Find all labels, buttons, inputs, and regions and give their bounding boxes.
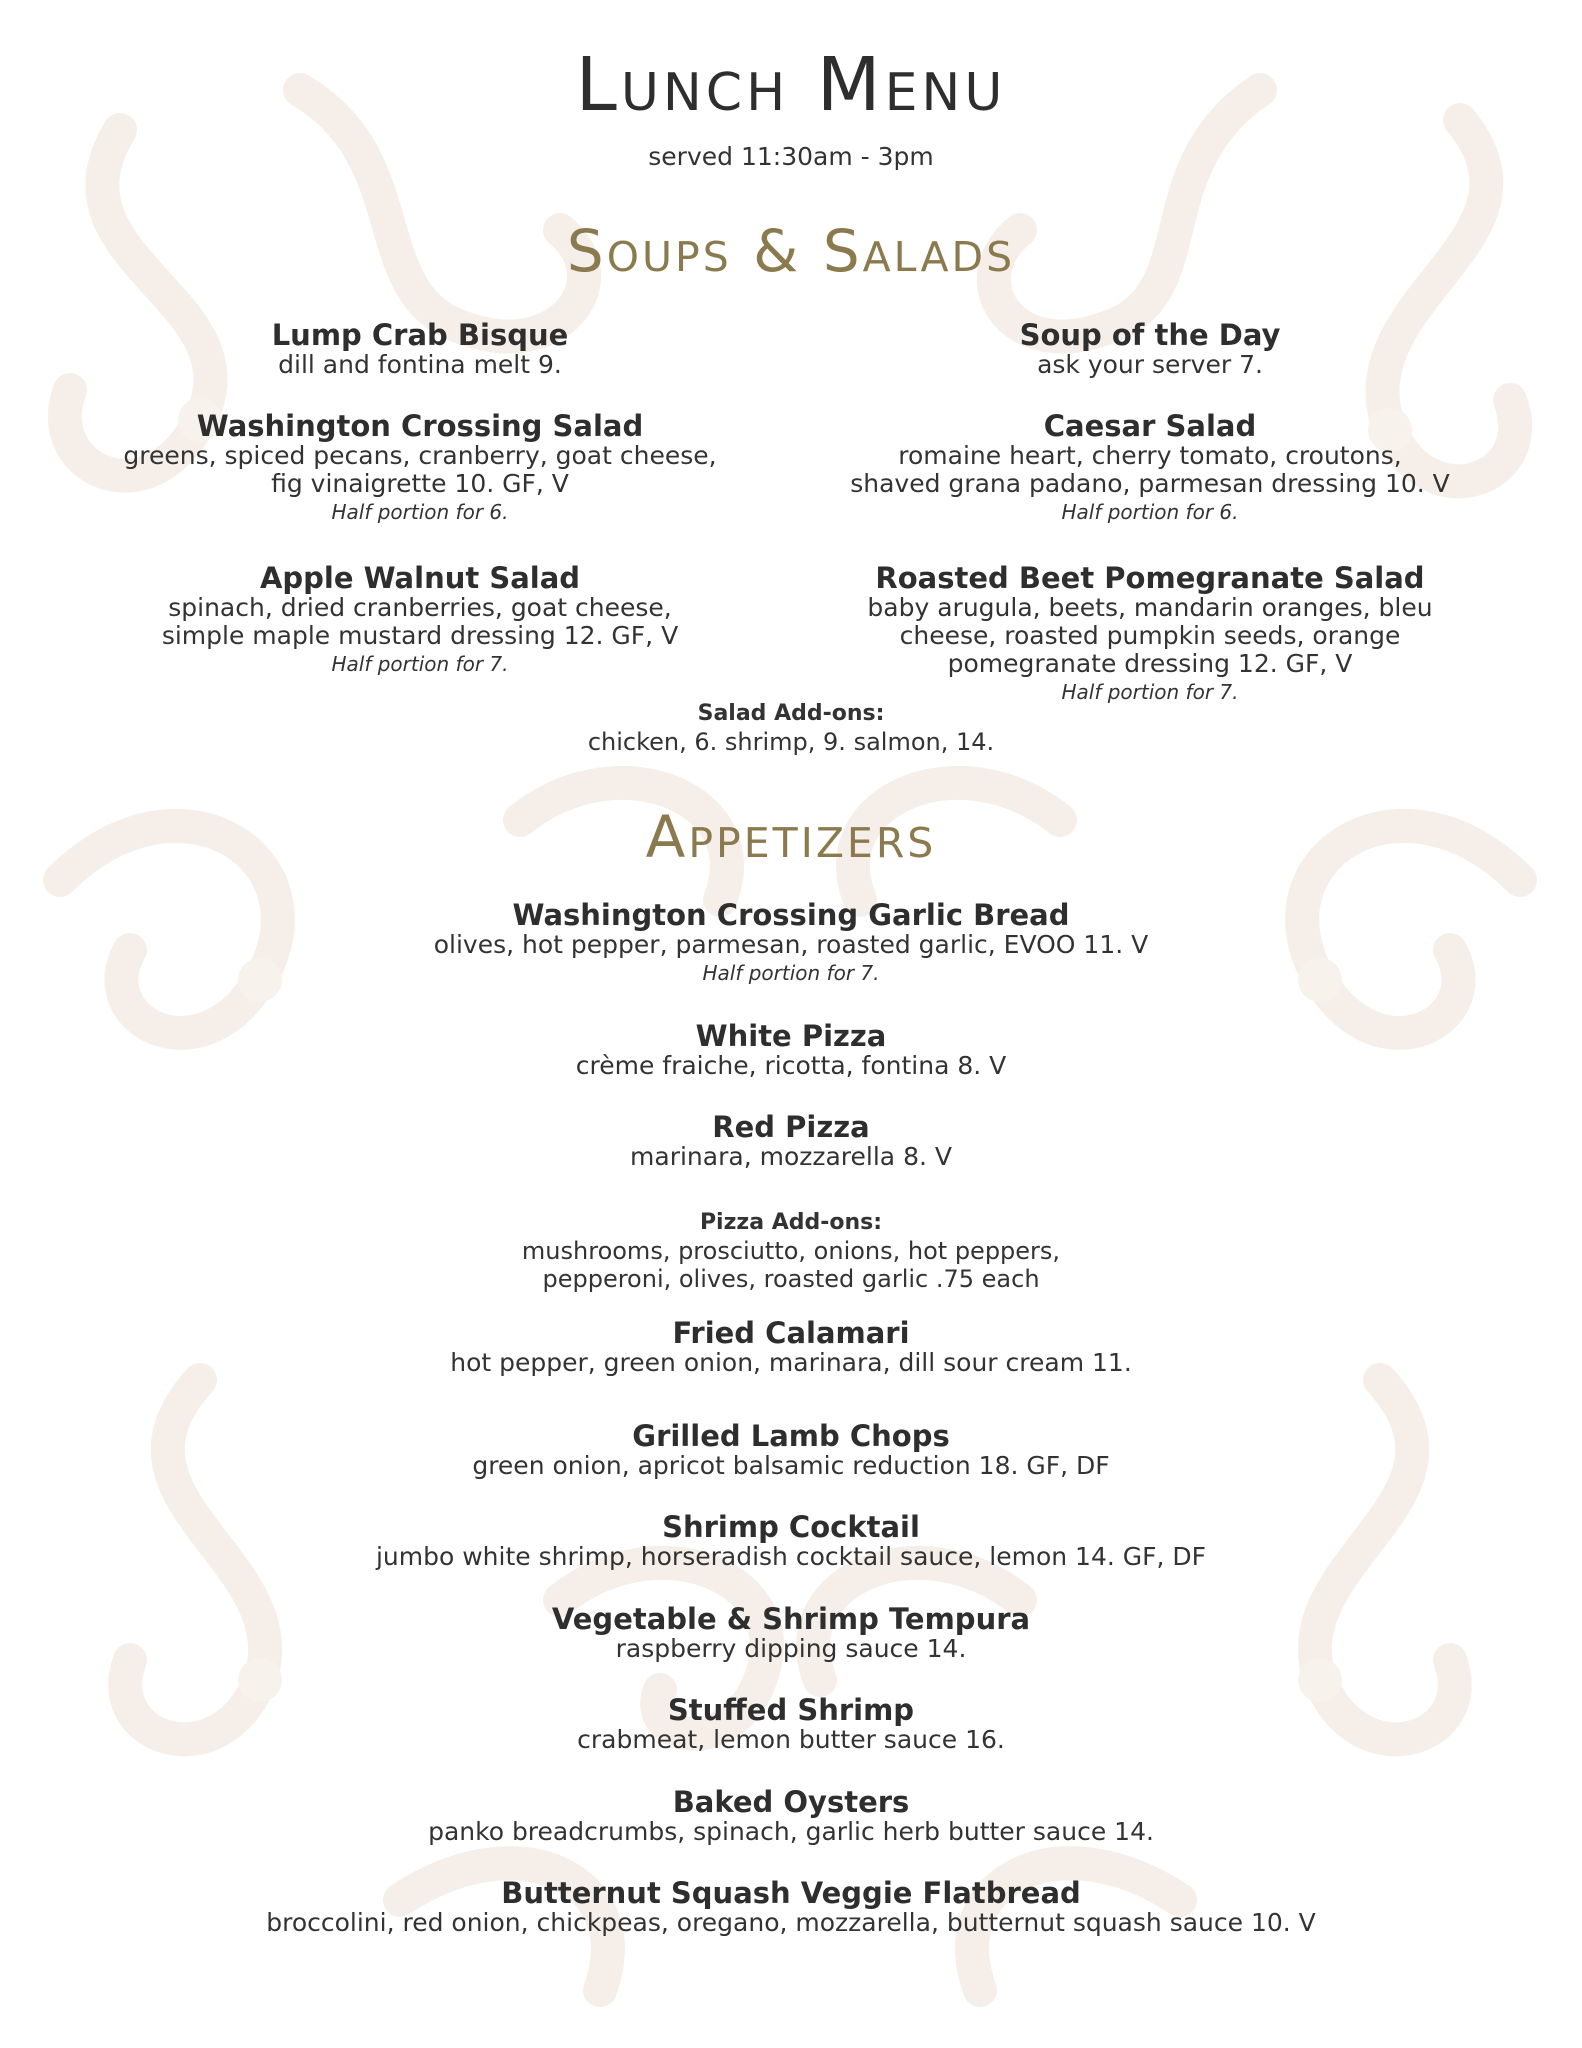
item-desc: pomegranate dressing 12. GF, V — [947, 649, 1353, 678]
pizza-addons — [0, 1209, 1582, 1293]
item-name: Baked Oysters — [672, 1785, 910, 1819]
item-name: Grilled Lamb Chops — [632, 1419, 950, 1453]
section-title-soups-salads: Soups & Salads — [566, 217, 1016, 285]
item-desc: baby arugula, beets, mandarin oranges, bleu — [867, 593, 1433, 622]
menu-item-baked-oysters — [0, 1787, 1582, 1846]
item-name: Apple Walnut Salad — [259, 561, 581, 595]
salad-addons — [0, 700, 1582, 756]
item-name: Washington Crossing Salad — [196, 409, 644, 443]
item-half-portion: Half portion for 7. — [331, 652, 509, 676]
item-desc: spinach, dried cranberries, goat cheese, — [168, 593, 672, 622]
item-desc: marinara, mozzarella 8. V — [630, 1142, 952, 1171]
item-desc: panko breadcrumbs, spinach, garlic herb butter sauce 14. — [428, 1817, 1154, 1846]
item-name: Red Pizza — [712, 1110, 870, 1144]
item-name: Caesar Salad — [1043, 409, 1257, 443]
item-name: White Pizza — [695, 1019, 887, 1053]
menu-item-lump-crab-bisque — [70, 320, 770, 379]
menu-item-caesar-salad — [800, 411, 1500, 526]
salad-addons-desc: chicken, 6. shrimp, 9. salmon, 14. — [587, 728, 995, 756]
item-name: Shrimp Cocktail — [662, 1510, 920, 1544]
item-name: Roasted Beet Pomegranate Salad — [875, 561, 1425, 595]
item-desc: shaved grana padano, parmesan dressing 10. V — [850, 469, 1450, 498]
menu-item-shrimp-cocktail — [0, 1512, 1582, 1571]
item-name: Stuffed Shrimp — [667, 1693, 915, 1727]
item-desc: crabmeat, lemon butter sauce 16. — [577, 1725, 1005, 1754]
item-desc: raspberry dipping sauce 14. — [615, 1634, 967, 1663]
menu-item-stuffed-shrimp — [0, 1695, 1582, 1754]
item-desc: fig vinaigrette 10. GF, V — [271, 469, 569, 498]
item-half-portion: Half portion for 7. — [702, 961, 880, 985]
menu-item-washington-crossing-salad — [70, 411, 770, 526]
item-desc: cheese, roasted pumpkin seeds, orange — [899, 621, 1401, 650]
pizza-addons-desc: pepperoni, olives, roasted garlic .75 each — [542, 1265, 1040, 1293]
item-name: Fried Calamari — [672, 1316, 910, 1350]
item-desc: green onion, apricot balsamic reduction 18. GF, DF — [472, 1451, 1110, 1480]
item-half-portion: Half portion for 6. — [331, 500, 509, 524]
item-desc: olives, hot pepper, parmesan, roasted garlic, EVOO 11. V — [433, 930, 1149, 959]
item-desc: jumbo white shrimp, horseradish cocktail sauce, lemon 14. GF, DF — [375, 1542, 1207, 1571]
salad-addons-title: Salad Add-ons: — [697, 701, 885, 726]
item-half-portion: Half portion for 7. — [1061, 680, 1239, 704]
item-name: Lump Crab Bisque — [271, 318, 569, 352]
menu-item-fried-calamari — [0, 1318, 1582, 1377]
item-desc: ask your server 7. — [1037, 350, 1263, 379]
item-name: Vegetable & Shrimp Tempura — [551, 1602, 1031, 1636]
item-desc: greens, spiced pecans, cranberry, goat cheese, — [123, 441, 717, 470]
menu-item-apple-walnut-salad — [70, 563, 770, 678]
item-desc: dill and fontina melt 9. — [278, 350, 562, 379]
section-title-appetizers: Appetizers — [645, 803, 937, 871]
item-desc: broccolini, red onion, chickpeas, oregano, mozzarella, butternut squash sauce 10. V — [266, 1908, 1316, 1937]
item-name: Soup of the Day — [1019, 318, 1281, 352]
menu-item-soup-of-the-day — [800, 320, 1500, 379]
item-name: Butternut Squash Veggie Flatbread — [501, 1876, 1081, 1910]
menu-item-garlic-bread — [0, 900, 1582, 987]
item-desc: romaine heart, cherry tomato, croutons, — [898, 441, 1402, 470]
pizza-addons-title: Pizza Add-ons: — [699, 1210, 883, 1235]
menu-item-white-pizza — [0, 1021, 1582, 1080]
menu-item-roasted-beet-pomegranate-salad — [800, 563, 1500, 706]
menu-item-grilled-lamb-chops — [0, 1421, 1582, 1480]
served-hours: served 11:30am - 3pm — [648, 142, 934, 171]
menu-item-red-pizza — [0, 1112, 1582, 1171]
item-desc: hot pepper, green onion, marinara, dill sour cream 11. — [450, 1348, 1132, 1377]
pizza-addons-desc: mushrooms, prosciutto, onions, hot peppers, — [521, 1237, 1061, 1265]
item-desc: crème fraiche, ricotta, fontina 8. V — [575, 1051, 1007, 1080]
item-desc: simple maple mustard dressing 12. GF, V — [161, 621, 679, 650]
item-name: Washington Crossing Garlic Bread — [512, 898, 1070, 932]
menu-item-butternut-squash-flatbread — [0, 1878, 1582, 1937]
menu-title: Lunch Menu — [575, 42, 1007, 128]
menu-item-vegetable-shrimp-tempura — [0, 1604, 1582, 1663]
item-half-portion: Half portion for 6. — [1061, 500, 1239, 524]
